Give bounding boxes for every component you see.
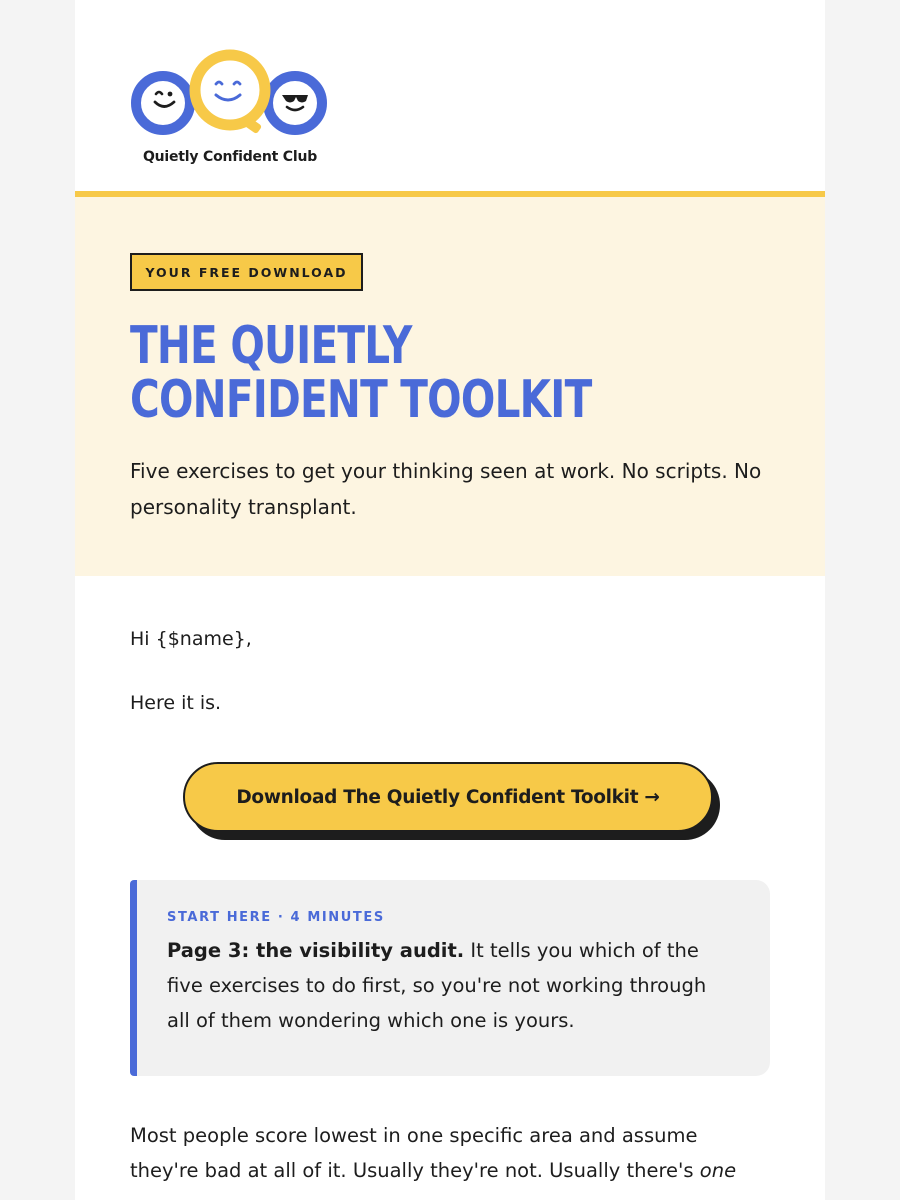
three-smiley-faces-logo-icon <box>130 44 330 140</box>
free-download-badge: YOUR FREE DOWNLOAD <box>130 253 363 291</box>
hero-title-line-1: THE QUIETLY <box>130 316 412 376</box>
start-here-callout <box>130 880 770 1076</box>
body-paragraph <box>130 1118 770 1188</box>
intro-text: Here it is. <box>130 692 222 714</box>
callout-lead: Page 3: the visibility audit. <box>167 939 465 962</box>
brand-name: Quietly Confident Club <box>142 149 318 165</box>
hero-section <box>75 197 825 576</box>
greeting: Hi {$name}, <box>130 628 252 650</box>
callout-label: START HERE · 4 MINUTES <box>167 910 385 925</box>
email-container <box>75 0 825 1200</box>
hero-title <box>130 316 592 430</box>
email-header <box>75 0 825 191</box>
callout-body: It tells you which of the five exercises to do first, so you're not working through all of them wondering which one is yours. <box>167 939 707 1032</box>
callout-text <box>167 933 734 1038</box>
download-toolkit-button[interactable]: Download The Quietly Confident Toolkit → <box>183 762 713 832</box>
body-paragraph-text: Most people score lowest in one specific area and assume they're bad at all of it. Usually they're not. Usually there's <box>130 1124 700 1182</box>
hero-title-line-2: CONFIDENT TOOLKIT <box>130 370 592 430</box>
body-paragraph-emphasis: one <box>699 1159 737 1182</box>
hero-subtitle: Five exercises to get your thinking seen at work. No scripts. No personality transplant. <box>130 459 762 519</box>
